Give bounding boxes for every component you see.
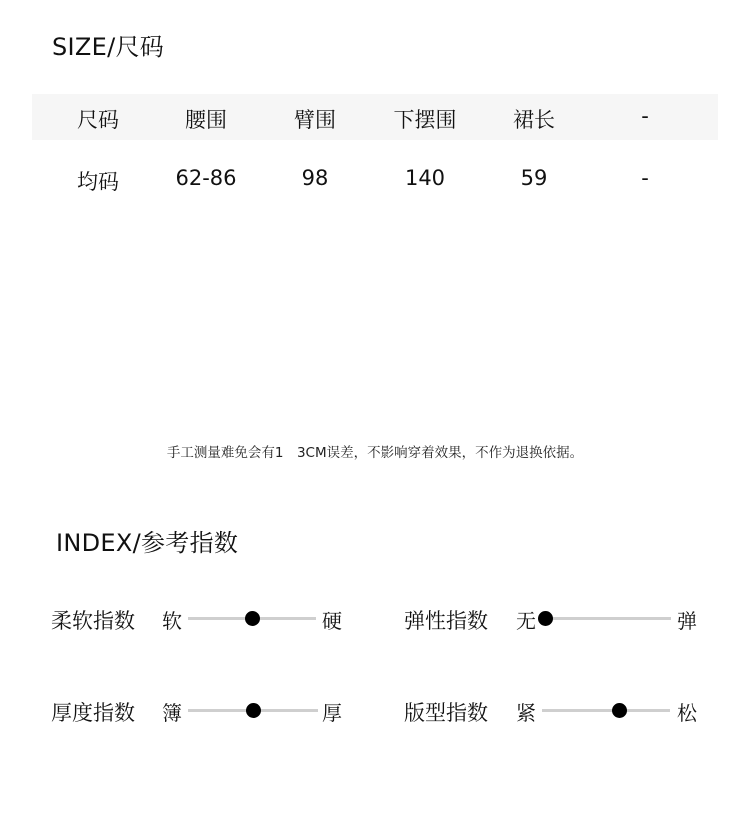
table-header-cell: 腰围 bbox=[185, 108, 227, 132]
table-header-cell: 臂围 bbox=[294, 108, 336, 132]
index-section-title: INDEX/参考指数 bbox=[56, 529, 239, 557]
table-header-cell: 下摆围 bbox=[393, 108, 457, 132]
index-track bbox=[542, 709, 670, 712]
index-label-thickness: 厚度指数 bbox=[51, 701, 135, 725]
table-cell: 98 bbox=[301, 166, 329, 190]
index-left-label: 无 bbox=[516, 609, 536, 633]
index-label-elasticity: 弹性指数 bbox=[404, 609, 488, 633]
index-indicator-dot bbox=[612, 703, 627, 718]
index-left-label: 紧 bbox=[516, 701, 536, 725]
table-cell: 140 bbox=[404, 166, 446, 190]
table-cell: 62-86 bbox=[175, 166, 237, 190]
index-right-label: 松 bbox=[677, 701, 697, 725]
measurement-note: 手工测量难免会有1 3CM误差，不影响穿着效果，不作为退换依据。 bbox=[166, 445, 584, 461]
index-left-label: 簿 bbox=[162, 701, 182, 725]
table-header-cell: 裙长 bbox=[513, 108, 555, 132]
table-cell: 均码 bbox=[77, 170, 119, 194]
index-track bbox=[545, 617, 671, 620]
size-section-title: SIZE/尺码 bbox=[52, 33, 165, 61]
index-indicator-dot bbox=[538, 611, 553, 626]
index-label-fit: 版型指数 bbox=[404, 701, 488, 725]
index-indicator-dot bbox=[246, 703, 261, 718]
index-right-label: 弹 bbox=[677, 609, 697, 633]
table-cell: - bbox=[641, 166, 649, 190]
index-left-label: 软 bbox=[162, 609, 182, 633]
table-cell: 59 bbox=[520, 166, 548, 190]
index-label-softness: 柔软指数 bbox=[51, 609, 135, 633]
index-right-label: 厚 bbox=[322, 701, 342, 725]
index-indicator-dot bbox=[245, 611, 260, 626]
table-header-cell: - bbox=[641, 104, 649, 128]
index-right-label: 硬 bbox=[322, 609, 342, 633]
table-header-cell: 尺码 bbox=[77, 108, 119, 132]
